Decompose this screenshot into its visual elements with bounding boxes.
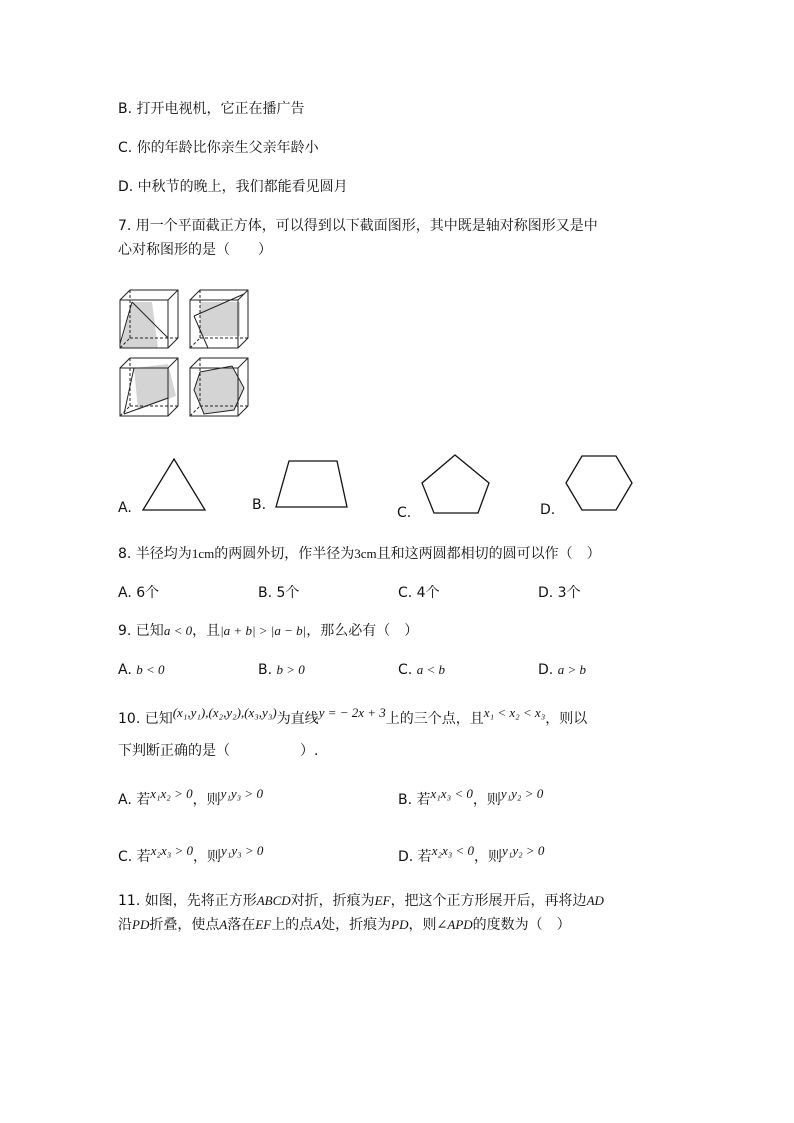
cube-4: [190, 358, 248, 416]
q10-option-b: B. 若x₁x₃ < 0，则y₁y₂ > 0: [398, 786, 544, 808]
cube-3: [120, 358, 178, 416]
q7-option-c-label: C.: [397, 505, 412, 521]
q9-condition-1: a < 0: [163, 623, 193, 638]
q11-line-1: 11. 如图，先将正方形ABCD对折，折痕为EF，把这个正方形展开后，再将边AD: [118, 893, 604, 909]
triangle-shape: [140, 455, 210, 515]
q10-points: (x₁,y₁),(x₂,y₂),(x₃,y₃): [172, 705, 277, 720]
q8-option-b: B. 5个: [258, 585, 300, 601]
hexagon-shape: [562, 452, 642, 522]
q7-option-d-label: D.: [540, 502, 556, 518]
pentagon-shape: [418, 450, 498, 520]
q10-order: x₁ < x₂ < x₃: [483, 705, 546, 720]
q7-option-a-label: A.: [118, 500, 132, 516]
q7-line-1: 7. 用一个平面截正方体，可以得到以下截面图形，其中既是轴对称图形又是中: [118, 218, 598, 234]
q10-option-a: A. 若x₁x₂ > 0，则y₁y₃ > 0: [118, 786, 263, 808]
q9-option-b: B. b > 0: [258, 662, 305, 678]
option-d-text: D. 中秋节的晚上，我们都能看见圆月: [118, 179, 348, 195]
trapezoid-shape: [272, 455, 352, 515]
q8-text: 8. 半径均为1cm的两圆外切，作半径为3cm且和这两圆都相切的圆可以作（ ）: [118, 546, 601, 562]
q9-text: 9. 已知a < 0，且|a + b| > |a − b|，那么必有（ ）: [118, 623, 419, 639]
radius-2: 3cm: [354, 546, 377, 561]
q9-option-d: D. a > b: [538, 662, 586, 678]
cube-cross-section-figure: [118, 286, 258, 421]
q10-line-1: 10. 已知(x₁,y₁),(x₂,y₂),(x₃,y₃)为直线y = − 2x + 3上的三个点，且x₁ < x₂ < x₃，则以: [118, 705, 588, 727]
q10-line-equation: y = − 2x + 3: [318, 705, 386, 720]
cube-2: [190, 290, 248, 348]
option-c-text: C. 你的年龄比你亲生父亲年龄小: [118, 140, 319, 156]
q8-option-c: C. 4个: [398, 585, 440, 601]
q9-condition-2: |a + b| > |a − b|: [220, 623, 307, 638]
q11-line-2: 沿PD折叠，使点A落在EF上的点A处，折痕为PD，则∠APD的度数为（ ）: [118, 917, 571, 933]
q9-option-c: C. a < b: [398, 662, 445, 678]
q8-option-d: D. 3个: [538, 585, 581, 601]
radius-1: 1cm: [191, 546, 215, 561]
q10-option-d: D. 若x₂x₃ < 0，则y₁y₂ > 0: [398, 843, 545, 865]
q10-line-2: 下判断正确的是（ ）.: [118, 743, 319, 759]
q8-option-a: A. 6个: [118, 585, 160, 601]
q7-line-2: 心对称图形的是（ ）: [118, 242, 272, 258]
cube-1: [120, 290, 178, 348]
q10-option-c: C. 若x₂x₃ > 0，则y₁y₃ > 0: [118, 843, 264, 865]
option-b-text: B. 打开电视机，它正在播广告: [118, 101, 305, 117]
q7-option-b-label: B.: [252, 497, 267, 513]
q9-option-a: A. b < 0: [118, 662, 165, 678]
